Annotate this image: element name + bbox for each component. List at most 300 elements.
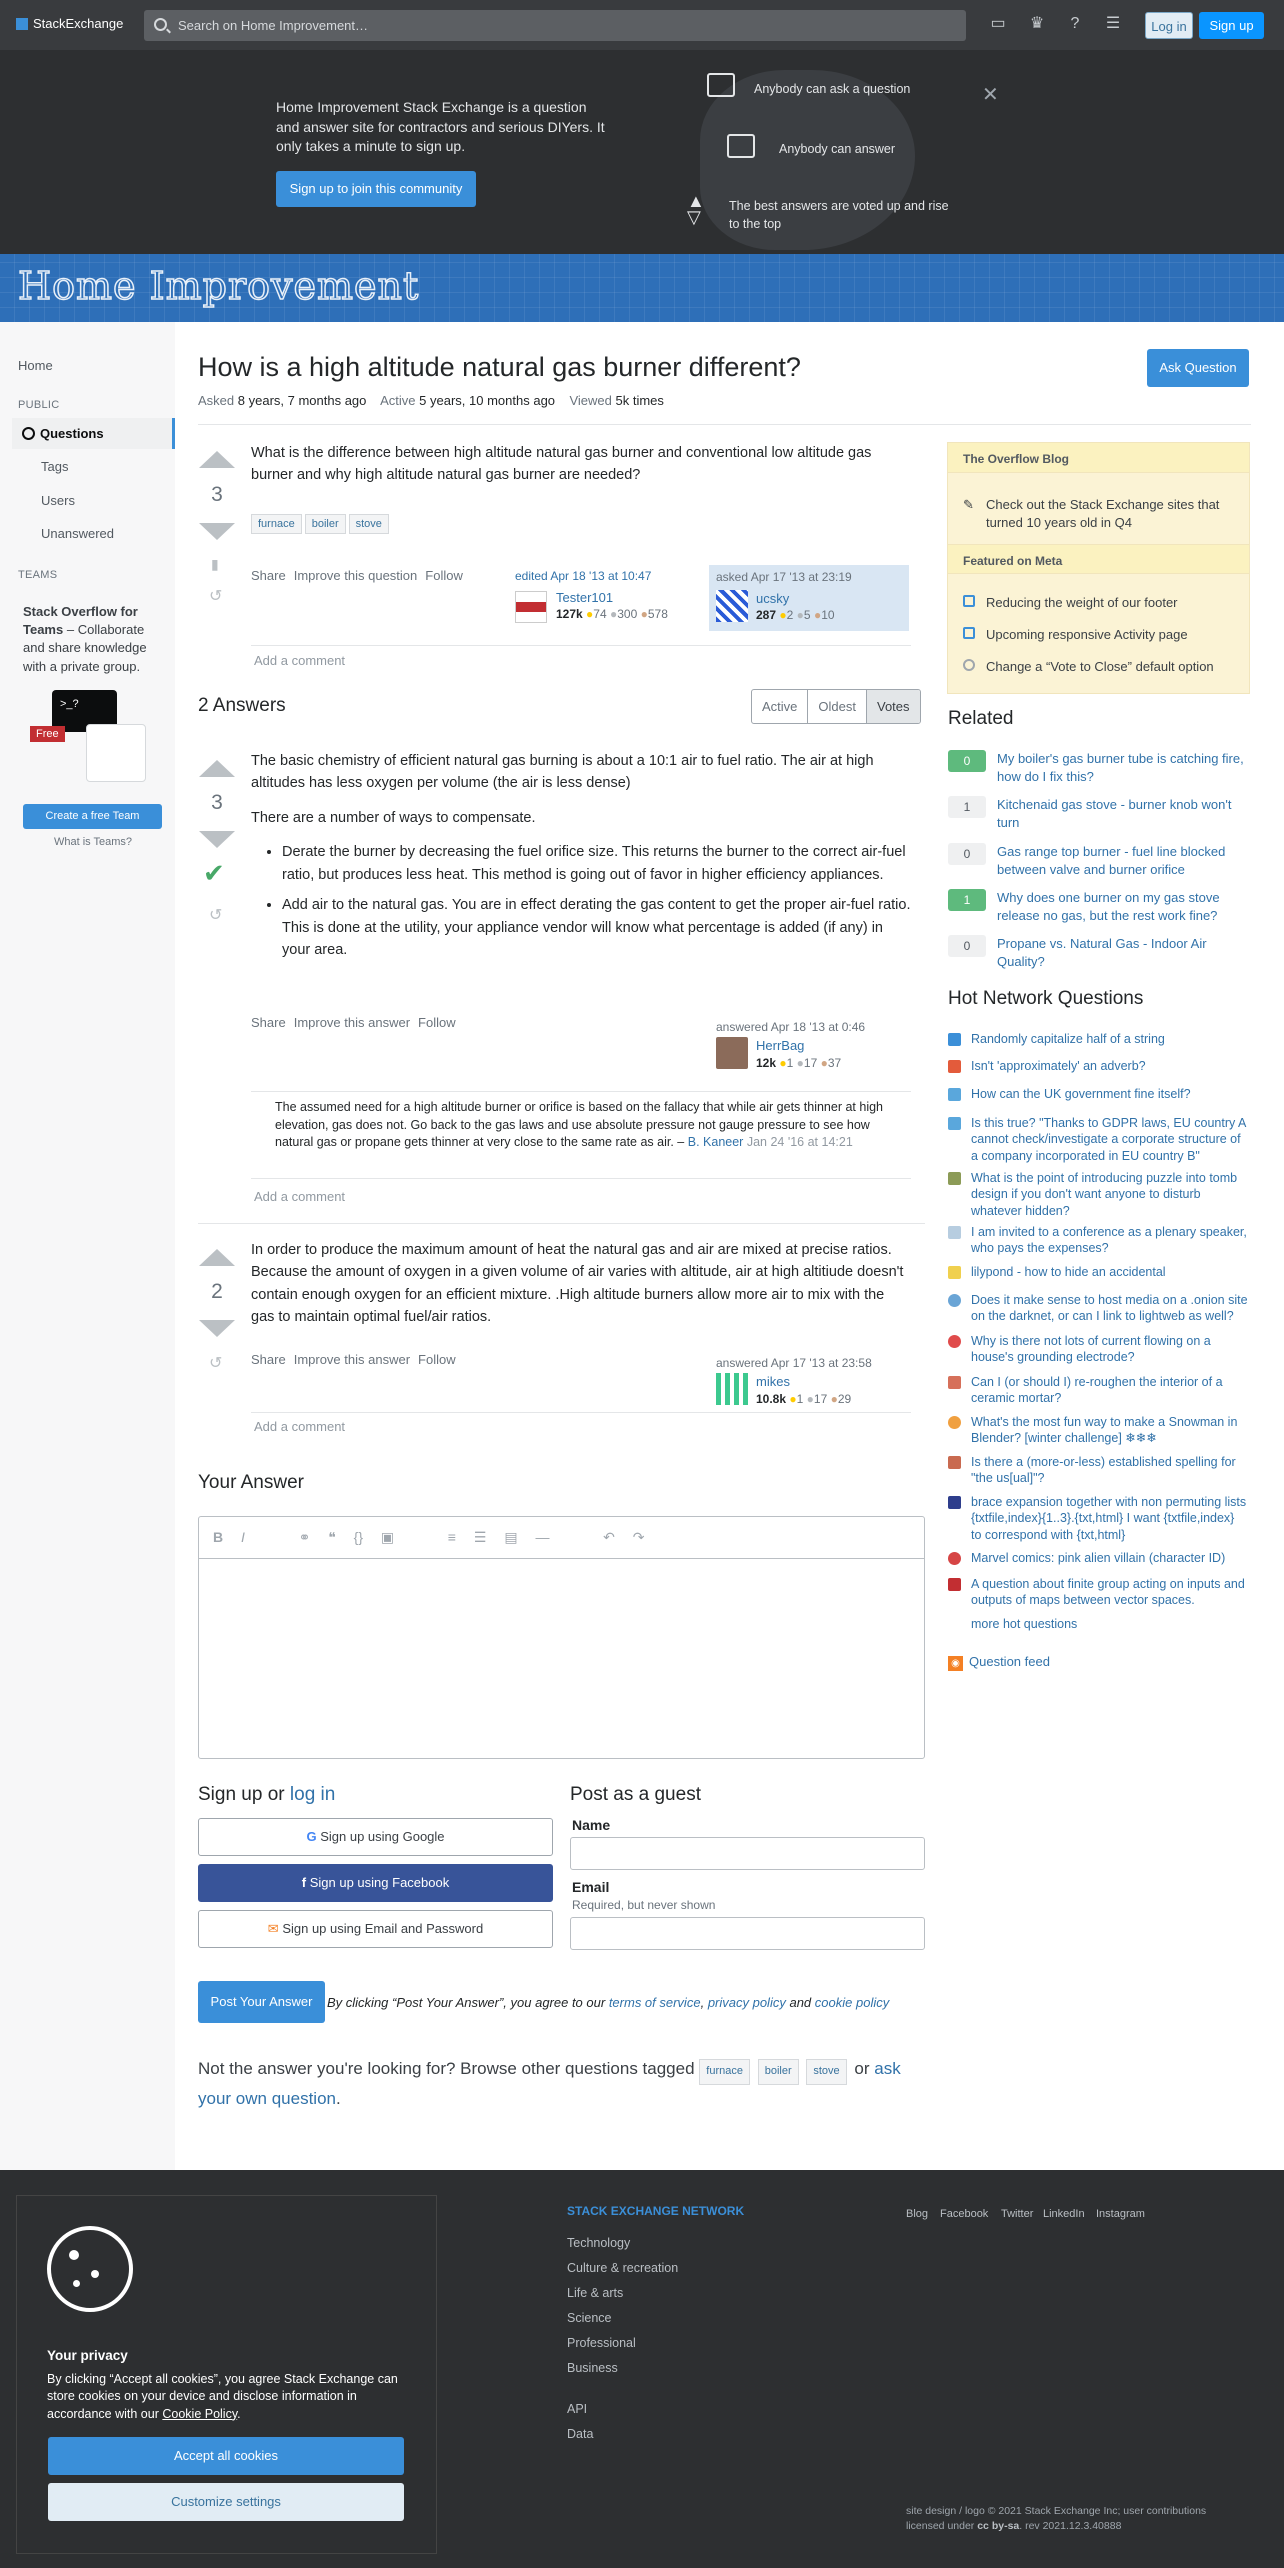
tag-furnace[interactable]: furnace <box>699 2059 750 2085</box>
stackexchange-icon <box>16 18 28 30</box>
cookie-policy-link[interactable]: Cookie Policy <box>162 2406 238 2421</box>
answer-bubble-icon <box>727 134 755 158</box>
footer-legal-line2: licensed under <box>906 2520 975 2533</box>
editor-toolbar <box>199 1517 924 1559</box>
question-post-menu <box>251 568 471 583</box>
guest-heading: Post as a guest <box>570 1784 701 1805</box>
answers-count: 2 Answers <box>198 695 286 716</box>
google-icon: G <box>306 1829 317 1844</box>
achievements-icon[interactable]: ♛ <box>1029 15 1045 32</box>
hnq-link[interactable]: lilypond - how to hide an accidental <box>971 1265 1166 1279</box>
answered-date: answered Apr 17 '13 at 23:58 <box>716 1356 872 1370</box>
asker-signature: asked Apr 17 '13 at 23:19 ucsky 287 ●2 ●5 ●10 <box>709 565 909 631</box>
meta-icon <box>963 659 975 671</box>
hnq-link[interactable]: What's the most fun way to make a Snowman in Blender? [winter challenge] ❄❄❄ <box>971 1415 1238 1446</box>
hnq-link[interactable]: Is there a (more-or-less) established spelling for "the us[ual]"? <box>971 1455 1236 1486</box>
hnq-item <box>948 1264 1248 1282</box>
answerer-silver: 17 <box>803 1056 818 1070</box>
editor-signature: edited Apr 18 '13 at 10:47 Tester101 127k ●74 ●300 ●578 <box>515 569 705 629</box>
hnq-item <box>948 1031 1248 1049</box>
nav-users[interactable]: Users <box>41 493 75 508</box>
hnq-item <box>948 1414 1248 1448</box>
site-icon <box>948 1117 961 1130</box>
divider <box>198 1223 925 1224</box>
footer-legal <box>906 2504 1236 2534</box>
asked-value: 8 years, 7 months ago <box>237 393 367 408</box>
hnq-link[interactable]: Marvel comics: pink alien villain (character ID) <box>971 1551 1226 1565</box>
hnq-link[interactable]: Randomly capitalize half of a string <box>971 1032 1165 1046</box>
related-count: 1 <box>948 889 986 911</box>
editor-gold: 74 <box>593 607 607 621</box>
create-team-button[interactable]: Create a free Team <box>23 804 162 829</box>
tag-stove[interactable]: stove <box>349 514 389 534</box>
bookmark-icon[interactable]: ▮ <box>211 556 219 572</box>
name-label: Name <box>572 1817 611 1833</box>
feature-ask <box>707 73 927 103</box>
meta-item-text: Reducing the weight of our footer <box>986 595 1178 610</box>
active-value: 5 years, 10 months ago <box>419 393 556 408</box>
upvote-button[interactable] <box>199 1249 235 1266</box>
hnq-item <box>948 1374 1248 1408</box>
not-the-answer <box>198 2055 918 2112</box>
meta-item[interactable] <box>963 594 1243 612</box>
inbox-icon[interactable]: ▭ <box>990 15 1006 32</box>
related-link[interactable]: Kitchenaid gas stove - burner knob won't turn <box>997 797 1232 830</box>
add-comment-link[interactable]: Add a comment <box>254 653 346 668</box>
bullet-list-icon[interactable]: ☰ <box>473 1529 487 1545</box>
footer-link[interactable]: Professional <box>567 2336 636 2350</box>
history-icon[interactable]: ↺ <box>209 907 223 924</box>
email-label: Email <box>572 1879 610 1895</box>
google-signup-label: Sign up using Google <box>320 1829 445 1844</box>
footer-link[interactable]: Business <box>567 2361 618 2375</box>
name-input[interactable] <box>570 1837 925 1870</box>
divider <box>198 424 1251 425</box>
help-icon[interactable]: ? <box>1070 15 1080 32</box>
hnq-item <box>948 1454 1248 1488</box>
hnq-item <box>948 1550 1248 1568</box>
redo-icon[interactable]: ↷ <box>632 1529 645 1545</box>
related-count: 1 <box>948 796 986 818</box>
feature-vote <box>687 193 947 233</box>
teams-promo-text: – Collaborate and share knowledge with a private group. <box>23 622 147 674</box>
tag-furnace[interactable]: furnace <box>251 514 302 534</box>
hnq-link[interactable]: Why is there not lots of current flowing on a house's grounding electrode? <box>971 1334 1211 1365</box>
site-banner <box>0 254 1284 322</box>
follow-link[interactable]: Follow <box>425 568 463 583</box>
blog-item[interactable] <box>963 496 1243 532</box>
footer-network-heading[interactable]: STACK EXCHANGE NETWORK <box>567 2204 745 2218</box>
site-icon <box>948 1456 961 1469</box>
footer-social-link[interactable]: Twitter <box>1001 2208 1034 2220</box>
login-link[interactable]: log in <box>289 1784 336 1805</box>
undo-icon[interactable]: ↶ <box>603 1529 615 1545</box>
feature-ask-text: Anybody can ask a question <box>754 82 911 96</box>
hnq-link[interactable]: I am invited to a conference as a plenary speaker, who pays the expenses? <box>971 1225 1247 1256</box>
answerer-silver: 17 <box>813 1392 828 1406</box>
nav-tags[interactable]: Tags <box>41 459 69 474</box>
hnq-link[interactable]: Can I (or should I) re-roughen the interior of a ceramic mortar? <box>971 1375 1223 1406</box>
not-answer-text: Not the answer you're looking for? Browse other questions tagged <box>198 2059 695 2078</box>
related-link[interactable]: Why does one burner on my gas stove release no gas, but the rest work fine? <box>997 890 1220 923</box>
answer2-post-menu <box>251 1352 464 1367</box>
footer-social-link[interactable]: Facebook <box>940 2208 989 2220</box>
related-item <box>948 750 1253 786</box>
heading-icon[interactable]: ▤ <box>504 1529 518 1545</box>
question-tags <box>251 514 392 534</box>
hnq-link[interactable]: How can the UK government fine itself? <box>971 1087 1191 1101</box>
asker-gold: 2 <box>786 608 794 622</box>
answerer-bronze: 29 <box>837 1392 852 1406</box>
footer-link[interactable]: Science <box>567 2311 612 2325</box>
teams-promo <box>23 603 158 676</box>
rss-icon: ◉ <box>948 1656 963 1671</box>
stackexchange-logo[interactable] <box>16 16 123 31</box>
more-hot-questions-link[interactable] <box>971 1617 1077 1631</box>
or-text: or <box>854 2059 870 2078</box>
share-link[interactable]: Share <box>251 1352 286 1367</box>
answerer-gold: 1 <box>796 1392 804 1406</box>
site-icon <box>948 1496 961 1509</box>
nav-unanswered[interactable]: Unanswered <box>41 526 114 541</box>
email-icon: ✉ <box>267 1921 279 1936</box>
footer-social-link[interactable]: Blog <box>906 2208 929 2220</box>
hnq-item <box>948 1058 1248 1076</box>
editor-silver: 300 <box>617 607 638 621</box>
share-link[interactable]: Share <box>251 568 286 583</box>
comment <box>275 1099 905 1152</box>
question-vote-count: 3 <box>211 483 223 506</box>
hnq-item <box>948 1224 1248 1258</box>
site-switcher-icon[interactable]: ☰ <box>1105 15 1121 32</box>
search-icon <box>154 18 167 31</box>
viewed-value: 5k times <box>615 393 664 408</box>
answer-textarea[interactable] <box>199 1559 924 1758</box>
image-icon[interactable]: ▣ <box>380 1529 395 1545</box>
site-icon <box>948 1060 961 1073</box>
add-comment-link[interactable]: Add a comment <box>254 1189 346 1204</box>
answer1-list-item: • Add air to the natural gas. You are in effect derating the gas content to get the proper air-fuel ratio. This is done at the utility, your appliance vendor will know what percentage is added (if any) in your area. <box>282 894 911 961</box>
site-icon <box>948 1266 961 1279</box>
share-link[interactable]: Share <box>251 1015 286 1030</box>
related-item <box>948 935 1253 971</box>
answer1-signature: answered Apr 18 '13 at 0:46 HerrBag 12k ●1 ●17 ●37 <box>716 1020 916 1076</box>
brand-text: StackExchange <box>33 16 124 31</box>
ask-own-question-link[interactable]: ask your own question <box>198 2059 901 2108</box>
overflow-blog-widget <box>947 442 1250 694</box>
editor-rep: 127k <box>556 607 583 621</box>
globe-icon <box>22 427 35 440</box>
cookie-text <box>47 2371 417 2423</box>
agreement-and: and <box>789 1995 812 2010</box>
cookie-text-body: By clicking “Accept all cookies”, you agree Stack Exchange can store cookies on your device and disclose information in accordance with our <box>47 2372 398 2421</box>
signup-heading-text: Sign up or <box>198 1784 285 1805</box>
hero-text: Home Improvement Stack Exchange is a question and answer site for contractors and serious DIYers. It only takes a minute to sign up. <box>276 99 605 155</box>
tag-boiler[interactable]: boiler <box>305 514 346 534</box>
question-title[interactable]: How is a high altitude natural gas burner different? <box>198 352 801 382</box>
cookie-consent <box>16 2195 437 2554</box>
hr-icon[interactable]: ― <box>535 1529 550 1545</box>
speech-bubble-icon <box>707 73 735 97</box>
meta-icon <box>963 595 975 607</box>
meta-heading: Featured on Meta <box>948 544 1249 574</box>
answerer-avatar[interactable] <box>716 1037 748 1069</box>
teams-illustration-card <box>86 724 146 782</box>
email-signup-label: Sign up using Email and Password <box>282 1921 484 1936</box>
teams-illustration: >_? <box>52 690 117 732</box>
asked-label: Asked <box>198 393 235 408</box>
search-input[interactable] <box>144 10 966 41</box>
hnq-item <box>948 1494 1248 1544</box>
related-link[interactable]: Propane vs. Natural Gas - Indoor Air Quality? <box>997 936 1207 969</box>
related-count: 0 <box>948 935 986 957</box>
hnq-item <box>948 1292 1248 1326</box>
improve-link[interactable]: Improve this answer <box>293 1015 411 1030</box>
footer-social-link[interactable]: Instagram <box>1096 2208 1145 2220</box>
asker-silver: 5 <box>803 608 811 622</box>
answerer-rep: 12k <box>756 1056 777 1070</box>
related-item <box>948 843 1253 879</box>
question-feed-text[interactable]: Question feed <box>969 1654 1050 1669</box>
improve-link[interactable]: Improve this answer <box>293 1352 411 1367</box>
site-icon <box>948 1172 961 1185</box>
add-comment-link[interactable]: Add a comment <box>254 1419 346 1434</box>
downvote-button[interactable] <box>199 1320 235 1337</box>
signup-hero <box>0 50 1284 254</box>
tag-stove[interactable]: stove <box>806 2059 846 2085</box>
hnq-item <box>948 1086 1248 1104</box>
cookie-policy-link[interactable]: cookie policy <box>814 1995 890 2010</box>
blog-heading: The Overflow Blog <box>948 443 1249 473</box>
feature-answer <box>727 134 927 164</box>
site-icon <box>948 1552 961 1565</box>
answerer-avatar[interactable] <box>716 1373 748 1405</box>
vote-arrows-icon: ▲ ▽ <box>687 191 705 227</box>
follow-link[interactable]: Follow <box>418 1352 456 1367</box>
hnq-heading: Hot Network Questions <box>948 988 1144 1009</box>
answer2-vote-count: 2 <box>211 1280 223 1303</box>
related-count: 0 <box>948 750 986 772</box>
signup-heading <box>198 1784 335 1806</box>
answerer-name[interactable]: HerrBag <box>756 1038 805 1053</box>
your-answer-title: Your Answer <box>198 1472 304 1493</box>
answer1-p1: The basic chemistry of efficient natural gas burning is about a 10:1 air to fuel ratio. The air at high altitudes has less oxygen per volume (the air is less dense) <box>251 753 874 792</box>
post-agreement <box>327 1995 889 2010</box>
hnq-item <box>948 1115 1248 1165</box>
answer2-body: In order to produce the maximum amount of heat the natural gas and air are mixed at precise ratios. Because the amount of oxygen in a given volume of air varies with altitude, air at high altitiude doesn't contain enough oxygen for an efficient mixture. .High altitude burners allow more air to mix with the gas to maintain optimal fuel/air ratios. <box>251 1242 904 1326</box>
site-logo[interactable]: Home Improvement <box>18 264 420 308</box>
tag-boiler[interactable]: boiler <box>758 2059 799 2085</box>
italic-icon[interactable]: I <box>241 1529 245 1545</box>
asked-date: asked Apr 17 '13 at 23:19 <box>716 570 852 584</box>
accepted-check-icon: ✔ <box>203 858 225 888</box>
site-icon <box>948 1578 961 1591</box>
license-link[interactable]: cc by-sa <box>977 2520 1020 2533</box>
comment-text: The assumed need for a high altitude burner or orifice is based on the fallacy that while air gets thinner at high elevation, gas does not. Go back to the gas laws and use absolute pressure not gauge pressure to see how natural gas or propane gets thinner at very close to the same rate as air. – <box>275 1100 883 1149</box>
login-button[interactable]: Log in <box>1145 12 1193 39</box>
hnq-item <box>948 1333 1248 1367</box>
feature-vote-text: The best answers are voted up and rise to the top <box>729 199 949 231</box>
link-icon[interactable]: ⚭ <box>298 1529 311 1545</box>
site-icon <box>948 1335 961 1348</box>
nav-teams-heading: TEAMS <box>18 569 58 581</box>
hnq-link[interactable]: Does it make sense to host media on a .onion site on the darknet, or can I link to lightweb as well? <box>971 1293 1248 1324</box>
nav-public-heading: PUBLIC <box>18 399 60 411</box>
free-badge: Free <box>30 726 65 742</box>
question-meta <box>198 393 664 408</box>
related-link[interactable]: Gas range top burner - fuel line blocked between valve and burner orifice <box>997 844 1226 877</box>
meta-item-text: Upcoming responsive Activity page <box>986 627 1188 642</box>
footer-data-link[interactable]: Data <box>567 2427 594 2441</box>
privacy-link[interactable]: privacy policy <box>707 1995 786 2010</box>
hnq-link[interactable]: Is this true? "Thanks to GDPR laws, EU country A cannot check/investigate a corporate structure of a company incorporated in EU country B" <box>971 1116 1246 1163</box>
email-input[interactable] <box>570 1917 925 1950</box>
footer-link[interactable]: Culture & recreation <box>567 2261 679 2275</box>
asker-name[interactable]: ucsky <box>756 591 790 606</box>
code-icon[interactable]: {} <box>353 1529 363 1545</box>
question-body: What is the difference between high altitude natural gas burner and conventional low altitude gas burner and why high altitude natural gas burner are needed? <box>251 445 872 484</box>
divider <box>251 1091 911 1092</box>
post-answer-button[interactable]: Post Your Answer <box>198 1981 325 2023</box>
period: . <box>335 2088 341 2108</box>
close-icon[interactable]: ✕ <box>982 84 999 106</box>
nav-home[interactable]: Home <box>18 358 53 373</box>
teams-promo-title: Stack Overflow for Teams <box>23 604 138 638</box>
nav-questions[interactable] <box>12 418 175 449</box>
downvote-button[interactable] <box>199 831 235 848</box>
improve-link[interactable]: Improve this question <box>293 568 418 583</box>
comment-date: Jan 24 '16 at 14:21 <box>746 1135 853 1149</box>
left-sidebar <box>0 322 175 2170</box>
more-hot-questions-text[interactable]: more hot questions <box>971 1617 1078 1631</box>
site-icon <box>948 1376 961 1389</box>
customize-cookies-button[interactable]: Customize settings <box>48 2483 404 2521</box>
related-heading: Related <box>948 708 1014 729</box>
question-feed-link[interactable] <box>948 1654 1050 1671</box>
site-icon <box>948 1088 961 1101</box>
related-item <box>948 889 1253 925</box>
answer1-body <box>251 750 911 962</box>
hnq-link[interactable]: A question about finite group acting on inputs and outputs of maps between vector spaces. <box>971 1577 1245 1608</box>
divider <box>251 645 911 646</box>
cookie-icon <box>47 2226 133 2312</box>
ordered-list-icon[interactable]: ≡ <box>447 1529 456 1545</box>
site-icon <box>948 1294 961 1307</box>
feature-answer-text: Anybody can answer <box>779 142 896 156</box>
footer-link[interactable]: Life & arts <box>567 2286 624 2300</box>
hnq-item <box>948 1576 1248 1610</box>
blog-item-text: Check out the Stack Exchange sites that turned 10 years old in Q4 <box>986 497 1220 531</box>
footer-rev: . rev 2021.12.3.40888 <box>1019 2520 1122 2533</box>
bold-icon[interactable]: B <box>213 1529 224 1545</box>
answerer-name[interactable]: mikes <box>756 1374 790 1389</box>
sort-oldest[interactable]: Oldest <box>808 690 867 723</box>
sort-active[interactable]: Active <box>752 690 808 723</box>
answer1-p2: There are a number of ways to compensate. <box>251 809 536 826</box>
footer-api-link[interactable]: API <box>567 2402 588 2416</box>
meta-item[interactable] <box>963 626 1243 644</box>
signup-button[interactable]: Sign up <box>1199 12 1264 39</box>
answer2-signature: answered Apr 17 '13 at 23:58 mikes 10.8k ●1 ●17 ●29 <box>716 1356 916 1412</box>
answer-editor <box>198 1516 925 1759</box>
top-bar <box>0 0 1284 50</box>
join-community-button[interactable]: Sign up to join this community <box>276 171 476 207</box>
cookie-title: Your privacy <box>47 2348 128 2363</box>
upvote-button[interactable] <box>199 451 235 468</box>
hnq-link[interactable]: brace expansion together with non permuting lists {txtfile,index}{1..3}.{txt,html} I want {txtfile,index} to correspond with {txt,html} <box>971 1495 1247 1542</box>
nav-questions-label: Questions <box>40 426 104 441</box>
answerer-gold: 1 <box>786 1056 794 1070</box>
facebook-icon: f <box>301 1875 307 1890</box>
footer-legal-line: site design / logo © 2021 Stack Exchange Inc; user contributions <box>906 2505 1207 2517</box>
google-signup-button[interactable] <box>198 1818 553 1856</box>
email-hint: Required, but never shown <box>572 1898 716 1912</box>
footer-social-link[interactable]: LinkedIn <box>1043 2208 1085 2220</box>
site-icon <box>948 1416 961 1429</box>
search-placeholder: Search on Home Improvement… <box>178 18 369 33</box>
sort-votes[interactable]: Votes <box>867 690 920 723</box>
related-count: 0 <box>948 843 986 865</box>
comment-user[interactable]: B. Kaneer <box>687 1135 744 1149</box>
answer1-post-menu <box>251 1015 464 1030</box>
divider <box>251 1178 911 1179</box>
facebook-signup-button[interactable] <box>198 1864 553 1902</box>
editor-name[interactable]: Tester101 <box>556 590 614 605</box>
meta-item-text: Change a “Vote to Close” default option <box>986 659 1214 674</box>
ask-question-button[interactable]: Ask Question <box>1147 349 1249 387</box>
hnq-link[interactable]: Isn't 'approximately' an adverb? <box>971 1059 1146 1073</box>
edited-date[interactable]: edited Apr 18 '13 at 10:47 <box>515 569 652 583</box>
hnq-link[interactable]: What is the point of introducing puzzle into tomb design if you don't want anyone to disturb whatever hidden? <box>971 1171 1238 1218</box>
asker-rep: 287 <box>756 608 777 622</box>
meta-item[interactable] <box>963 658 1243 676</box>
email-signup-button[interactable] <box>198 1910 553 1948</box>
sort-tabs <box>751 689 921 724</box>
answer1-list-item: • Derate the burner by decreasing the fuel orifice size. This returns the burner to the correct air-fuel ratio, but produces less heat. This method is going out of favor in higher efficiency appliances. <box>282 841 911 886</box>
active-label: Active <box>380 393 416 408</box>
upvote-button[interactable] <box>199 760 235 777</box>
history-icon[interactable]: ↺ <box>209 1355 223 1372</box>
answered-date: answered Apr 18 '13 at 0:46 <box>716 1020 866 1034</box>
downvote-button[interactable] <box>199 523 235 540</box>
answer1-vote-count: 3 <box>211 791 223 814</box>
editor-bronze: 578 <box>647 607 668 621</box>
meta-icon <box>963 627 975 639</box>
answerer-rep: 10.8k <box>756 1392 787 1406</box>
related-item <box>948 796 1253 832</box>
quote-icon[interactable]: ❝ <box>328 1529 336 1545</box>
history-icon[interactable]: ↺ <box>209 588 223 605</box>
what-is-teams-link[interactable]: What is Teams? <box>54 836 133 848</box>
viewed-label: Viewed <box>569 393 612 408</box>
related-link[interactable]: My boiler's gas burner tube is catching fire, how do I fix this? <box>997 751 1244 784</box>
follow-link[interactable]: Follow <box>418 1015 456 1030</box>
footer-link[interactable]: Technology <box>567 2236 631 2250</box>
accept-cookies-button[interactable]: Accept all cookies <box>48 2437 404 2475</box>
asker-avatar[interactable] <box>716 590 748 622</box>
tos-link[interactable]: terms of service <box>608 1995 701 2010</box>
divider <box>251 1412 911 1413</box>
agreement-comma: , <box>700 1995 705 2010</box>
cookie-period: . <box>237 2406 241 2421</box>
editor-avatar[interactable] <box>515 591 547 623</box>
asker-bronze: 10 <box>821 608 835 622</box>
site-icon <box>948 1226 961 1239</box>
pencil-icon: ✎ <box>963 497 974 512</box>
answerer-bronze: 37 <box>827 1056 842 1070</box>
agreement-text: By clicking “Post Your Answer”, you agree to our <box>327 1995 606 2010</box>
site-icon <box>948 1033 961 1046</box>
